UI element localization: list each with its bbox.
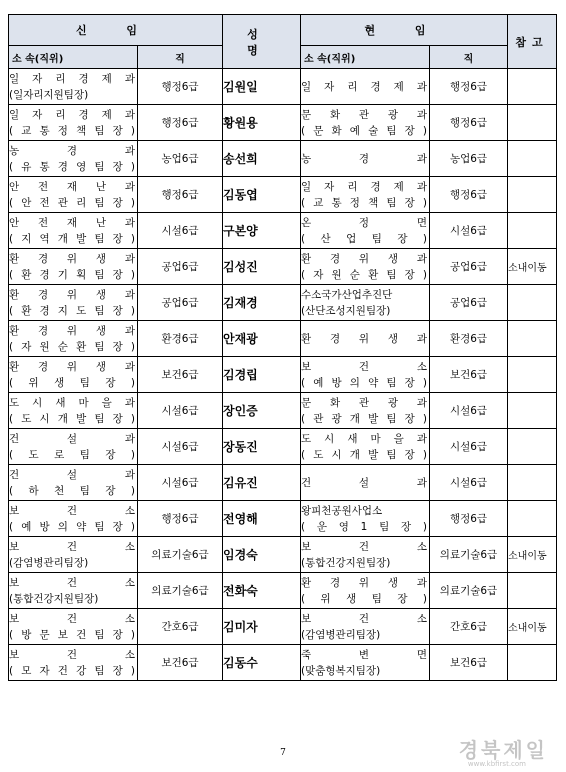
current-grade-cell: 의료기술6급 [430, 573, 508, 609]
new-department: 환 경 위 생 과 [9, 252, 135, 265]
table-row [9, 645, 557, 681]
new-position: (감염병관리팀장) [9, 556, 89, 569]
person-name: 송선희 [223, 141, 301, 177]
header-note: 참고 [508, 15, 557, 69]
new-position: ( 자 원 순 환 팀 장 ) [9, 340, 135, 353]
new-grade-cell: 농업6급 [138, 141, 223, 177]
table-row [9, 321, 557, 357]
current-dept-cell [301, 501, 430, 537]
current-position: ( 산 업 팀 장 ) [301, 232, 427, 245]
current-position: ( 운 영 1 팀 장 ) [301, 520, 427, 533]
person-name: 김유진 [223, 465, 301, 501]
note-cell [508, 177, 557, 213]
current-grade-cell: 보건6급 [430, 645, 508, 681]
new-dept-cell [9, 357, 138, 393]
current-dept-cell [301, 105, 430, 141]
current-position: ( 교 통 정 책 팀 장 ) [301, 196, 427, 209]
current-grade-cell: 의료기술6급 [430, 537, 508, 573]
table-row [9, 141, 557, 177]
current-position: (맞춤형복지팀장) [301, 664, 381, 677]
new-position: ( 예 방 의 약 팀 장 ) [9, 520, 135, 533]
new-department: 안 전 재 난 과 [9, 216, 135, 229]
new-position: ( 도 로 팀 장 ) [9, 448, 135, 461]
current-position: (산단조성지원팀장) [301, 304, 391, 317]
note-cell [508, 573, 557, 609]
new-grade-cell: 간호6급 [138, 609, 223, 645]
new-position: ( 도 시 개 발 팀 장 ) [9, 412, 135, 425]
table-row [9, 465, 557, 501]
new-position: ( 교 통 정 책 팀 장 ) [9, 124, 135, 137]
new-grade-cell: 시설6급 [138, 429, 223, 465]
watermark-logo: 경북제일 [458, 738, 548, 762]
current-dept-cell [301, 609, 430, 645]
current-department: 보 건 소 [301, 540, 427, 553]
new-dept-cell [9, 321, 138, 357]
new-grade-cell: 시설6급 [138, 465, 223, 501]
new-department: 환 경 위 생 과 [9, 324, 135, 337]
new-department: 건 설 과 [9, 432, 135, 445]
person-name: 김동엽 [223, 177, 301, 213]
person-name: 김경립 [223, 357, 301, 393]
new-department: 건 설 과 [9, 468, 135, 481]
person-name: 전영해 [223, 501, 301, 537]
current-grade-cell: 시설6급 [430, 429, 508, 465]
new-department: 보 건 소 [9, 612, 135, 625]
current-grade-cell: 행정6급 [430, 501, 508, 537]
header-cur-grade: 직 [430, 46, 508, 69]
note-cell [508, 357, 557, 393]
current-department: 환 경 위 생 과 [301, 576, 427, 589]
note-cell: 소내이동 [508, 609, 557, 645]
new-dept-cell [9, 213, 138, 249]
new-department: 보 건 소 [9, 504, 135, 517]
person-name: 김동수 [223, 645, 301, 681]
header-new-post: 신 임 [9, 15, 223, 46]
new-grade-cell: 보건6급 [138, 357, 223, 393]
current-grade-cell: 공업6급 [430, 285, 508, 321]
note-cell [508, 285, 557, 321]
person-name: 장인증 [223, 393, 301, 429]
new-department: 환 경 위 생 과 [9, 360, 135, 373]
current-department: 수소국가산업추진단 [301, 288, 393, 301]
table-row [9, 357, 557, 393]
table-row [9, 213, 557, 249]
new-department: 도 시 새 마 을 과 [9, 396, 135, 409]
current-grade-cell: 행정6급 [430, 177, 508, 213]
current-dept-cell [301, 357, 430, 393]
note-cell [508, 429, 557, 465]
current-dept-cell [301, 321, 430, 357]
current-grade-cell: 공업6급 [430, 249, 508, 285]
person-name: 김성진 [223, 249, 301, 285]
current-department: 왕피천공원사업소 [301, 504, 383, 517]
header-cur-dept: 소 속(직위) [301, 46, 430, 69]
new-dept-cell [9, 285, 138, 321]
current-dept-cell [301, 573, 430, 609]
table-row [9, 537, 557, 573]
new-dept-cell [9, 105, 138, 141]
current-grade-cell: 행정6급 [430, 69, 508, 105]
new-grade-cell: 행정6급 [138, 69, 223, 105]
new-dept-cell [9, 465, 138, 501]
note-cell [508, 213, 557, 249]
new-grade-cell: 공업6급 [138, 249, 223, 285]
new-dept-cell [9, 177, 138, 213]
new-grade-cell: 행정6급 [138, 105, 223, 141]
note-cell [508, 501, 557, 537]
current-dept-cell [301, 249, 430, 285]
current-grade-cell: 시설6급 [430, 393, 508, 429]
new-position: ( 환 경 기 획 팀 장 ) [9, 268, 135, 281]
table-body [9, 69, 557, 681]
current-grade-cell: 환경6급 [430, 321, 508, 357]
current-grade-cell: 시설6급 [430, 465, 508, 501]
current-department: 환 경 위 생 과 [301, 252, 427, 265]
new-grade-cell: 시설6급 [138, 213, 223, 249]
new-position: (통합건강지원팀장) [9, 592, 99, 605]
current-dept-cell [301, 429, 430, 465]
note-cell [508, 105, 557, 141]
new-position: ( 모 자 건 강 팀 장 ) [9, 664, 135, 677]
header-current-post: 현 임 [301, 15, 508, 46]
header-new-grade: 직 [138, 46, 223, 69]
current-grade-cell: 간호6급 [430, 609, 508, 645]
header-new-dept: 소 속(직위) [9, 46, 138, 69]
current-position: ( 자 원 순 환 팀 장 ) [301, 268, 427, 281]
current-dept-cell [301, 537, 430, 573]
watermark-url: www.kbfirst.com [467, 760, 526, 768]
current-department: 일 자 리 경 제 과 [301, 80, 427, 93]
note-cell: 소내이동 [508, 249, 557, 285]
note-cell [508, 141, 557, 177]
note-cell [508, 465, 557, 501]
current-dept-cell [301, 69, 430, 105]
new-department: 안 전 재 난 과 [9, 180, 135, 193]
person-name: 황원용 [223, 105, 301, 141]
new-dept-cell [9, 501, 138, 537]
current-department: 농 경 과 [301, 152, 427, 165]
note-cell [508, 393, 557, 429]
current-grade-cell: 행정6급 [430, 105, 508, 141]
note-cell [508, 321, 557, 357]
new-dept-cell [9, 537, 138, 573]
current-dept-cell [301, 393, 430, 429]
person-name: 안재광 [223, 321, 301, 357]
header-name: 성 명 [223, 15, 301, 69]
current-department: 온 정 면 [301, 216, 427, 229]
new-grade-cell: 시설6급 [138, 393, 223, 429]
table-row [9, 609, 557, 645]
person-name: 김미자 [223, 609, 301, 645]
current-dept-cell [301, 465, 430, 501]
new-position: ( 위 생 팀 장 ) [9, 376, 135, 389]
current-dept-cell [301, 141, 430, 177]
current-department: 일 자 리 경 제 과 [301, 180, 427, 193]
current-dept-cell [301, 285, 430, 321]
current-department: 보 건 소 [301, 612, 427, 625]
new-dept-cell [9, 609, 138, 645]
table-row [9, 69, 557, 105]
person-name: 전화숙 [223, 573, 301, 609]
new-dept-cell [9, 573, 138, 609]
current-position: ( 도 시 개 발 팀 장 ) [301, 448, 427, 461]
person-name: 김재경 [223, 285, 301, 321]
current-position: ( 위 생 팀 장 ) [301, 592, 427, 605]
current-position: ( 관 광 개 발 팀 장 ) [301, 412, 427, 425]
new-position: ( 방 문 보 건 팀 장 ) [9, 628, 135, 641]
new-grade-cell: 보건6급 [138, 645, 223, 681]
current-dept-cell [301, 177, 430, 213]
new-department: 일 자 리 경 제 과 [9, 72, 135, 85]
current-position: ( 문 화 예 술 팀 장 ) [301, 124, 427, 137]
new-grade-cell: 행정6급 [138, 177, 223, 213]
personnel-table [8, 14, 557, 681]
current-grade-cell: 시설6급 [430, 213, 508, 249]
current-department: 보 건 소 [301, 360, 427, 373]
new-department: 보 건 소 [9, 540, 135, 553]
current-position: (감염병관리팀장) [301, 628, 381, 641]
new-position: ( 하 천 팀 장 ) [9, 484, 135, 497]
new-dept-cell [9, 393, 138, 429]
new-department: 농 경 과 [9, 144, 135, 157]
new-grade-cell: 의료기술6급 [138, 573, 223, 609]
note-cell [508, 645, 557, 681]
person-name: 김원일 [223, 69, 301, 105]
table-row [9, 573, 557, 609]
current-position: (통합건강지원팀장) [301, 556, 391, 569]
person-name: 구본양 [223, 213, 301, 249]
new-grade-cell: 의료기술6급 [138, 537, 223, 573]
new-department: 환 경 위 생 과 [9, 288, 135, 301]
new-grade-cell: 행정6급 [138, 501, 223, 537]
current-dept-cell [301, 213, 430, 249]
new-department: 보 건 소 [9, 648, 135, 661]
table-row [9, 501, 557, 537]
table-row [9, 285, 557, 321]
new-position: ( 환 경 지 도 팀 장 ) [9, 304, 135, 317]
current-department: 죽 변 면 [301, 648, 427, 661]
note-cell: 소내이동 [508, 537, 557, 573]
new-grade-cell: 환경6급 [138, 321, 223, 357]
current-department: 건 설 과 [301, 476, 427, 489]
current-grade-cell: 농업6급 [430, 141, 508, 177]
page-number: 7 [280, 748, 286, 758]
new-grade-cell: 공업6급 [138, 285, 223, 321]
current-department: 도 시 새 마 을 과 [301, 432, 427, 445]
table-row [9, 105, 557, 141]
new-position: ( 유 통 경 영 팀 장 ) [9, 160, 135, 173]
new-department: 보 건 소 [9, 576, 135, 589]
current-position: ( 예 방 의 약 팀 장 ) [301, 376, 427, 389]
current-dept-cell [301, 645, 430, 681]
new-position: ( 지 역 개 발 팀 장 ) [9, 232, 135, 245]
person-name: 임경숙 [223, 537, 301, 573]
table-row [9, 177, 557, 213]
new-position: ( 안 전 관 리 팀 장 ) [9, 196, 135, 209]
new-dept-cell [9, 429, 138, 465]
new-dept-cell [9, 141, 138, 177]
new-dept-cell [9, 645, 138, 681]
current-grade-cell: 보건6급 [430, 357, 508, 393]
new-department: 일 자 리 경 제 과 [9, 108, 135, 121]
new-dept-cell [9, 249, 138, 285]
person-name: 장동진 [223, 429, 301, 465]
current-department: 문 화 관 광 과 [301, 396, 427, 409]
table-row [9, 429, 557, 465]
new-dept-cell [9, 69, 138, 105]
new-position: (일자리지원팀장) [9, 88, 89, 101]
current-department: 문 화 관 광 과 [301, 108, 427, 121]
table-row [9, 249, 557, 285]
current-department: 환 경 위 생 과 [301, 332, 427, 345]
note-cell [508, 69, 557, 105]
table-row [9, 393, 557, 429]
